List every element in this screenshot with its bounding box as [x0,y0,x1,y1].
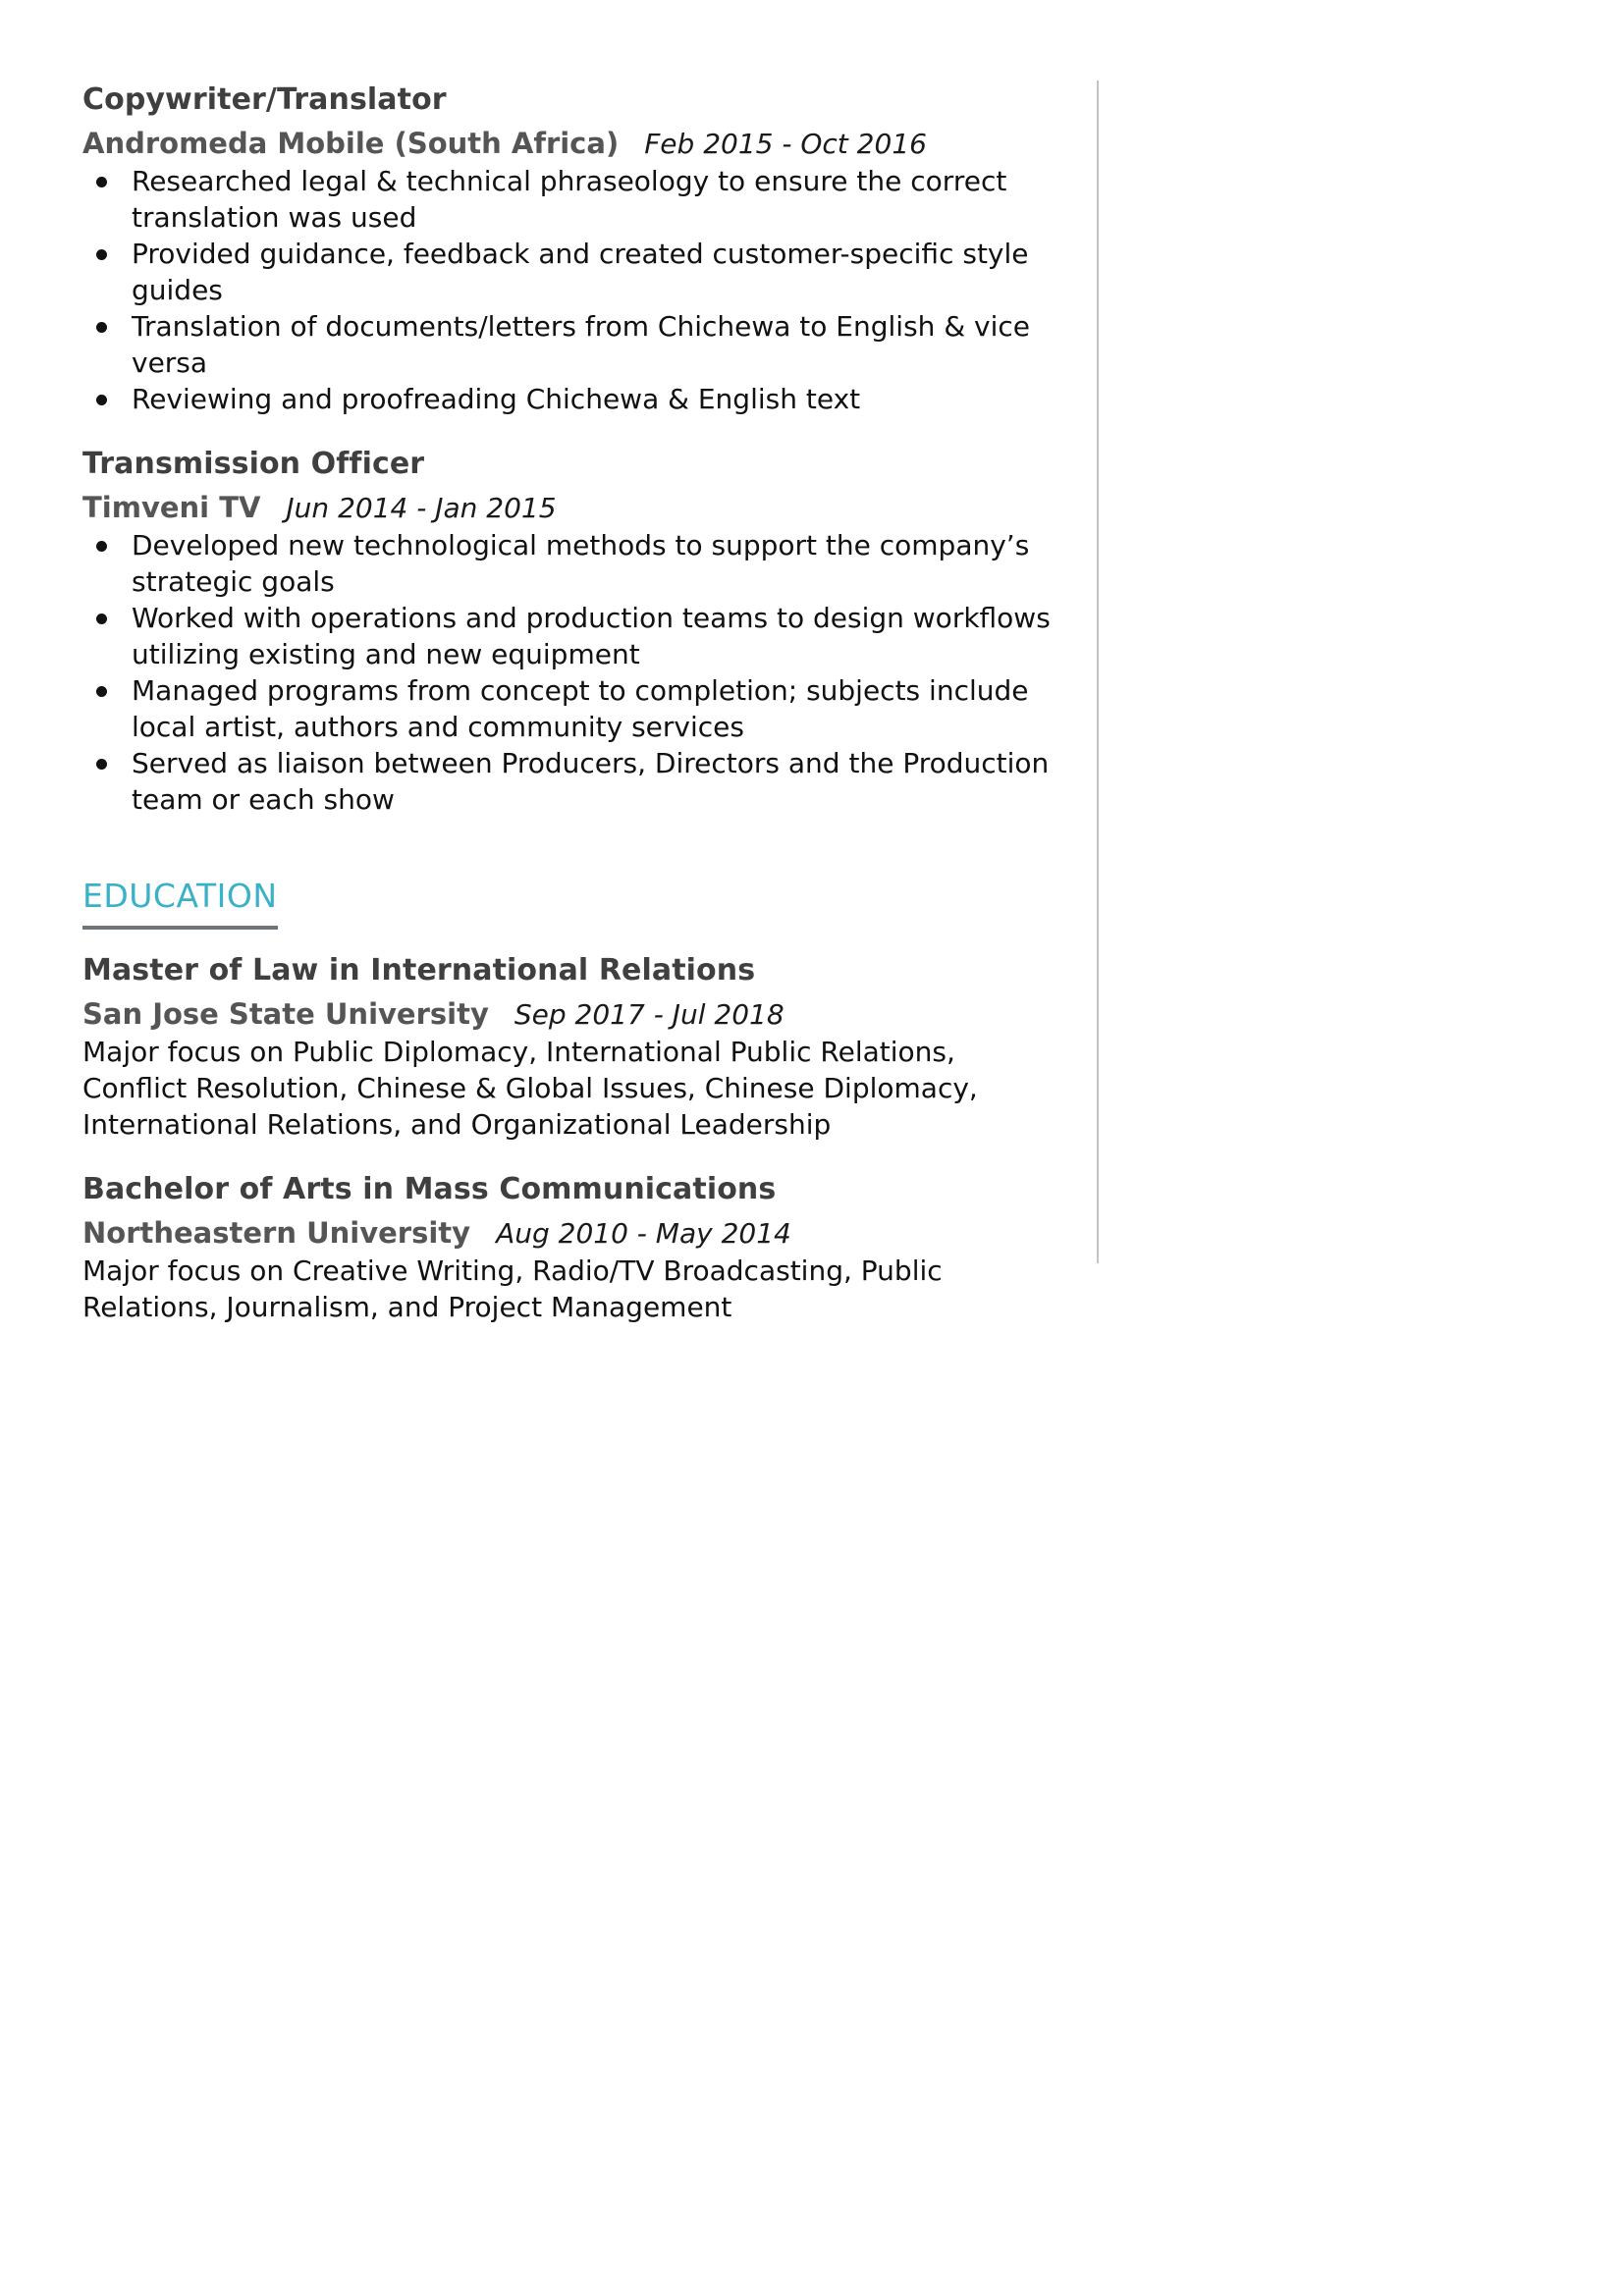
date-range: Feb 2015 - Oct 2016 [644,128,927,160]
bullet-item: Researched legal & technical phraseology to ensure the correct translation was used [82,163,1055,236]
education-description: Major focus on Public Diplomacy, International Public Relations, Conflict Resolution, Chinese & Global Issues, Chinese Diplomacy, International Relations, and Organizational Leadership [82,1036,978,1141]
school-name: San Jose State University [82,997,489,1031]
organization-name: Timveni TV [82,491,261,524]
section-heading-education: EDUCATION [82,877,278,930]
degree-title: Bachelor of Arts in Mass Communications [82,1172,777,1206]
organization-name: Andromeda Mobile (South Africa) [82,127,620,160]
education-entry [82,951,1055,1143]
bullet-item: Translation of documents/letters from Chichewa to English & vice versa [82,308,1055,381]
degree-title: Master of Law in International Relations [82,953,756,988]
bullet-item: Reviewing and proofreading Chichewa & English text [82,381,1055,417]
experience-entry [82,80,1055,417]
education-description: Major focus on Creative Writing, Radio/TV Broadcasting, Public Relations, Journalism, and Project Management [82,1255,943,1323]
org-line [82,124,1055,163]
bullet-item: Managed programs from concept to completion; subjects include local artist, authors and community services [82,672,1055,745]
job-title: Transmission Officer [82,447,425,481]
org-line [82,488,1055,527]
bullet-item: Served as liaison between Producers, Directors and the Production team or each show [82,745,1055,818]
bullet-list [82,163,1055,417]
education-list [82,951,1055,1325]
date-range: Aug 2010 - May 2014 [496,1217,791,1250]
date-range: Sep 2017 - Jul 2018 [514,998,784,1031]
bullet-list [82,527,1055,818]
date-range: Jun 2014 - Jan 2015 [286,492,557,524]
bullet-item: Worked with operations and production teams to design workflows utilizing existing and new equipment [82,600,1055,672]
main-column [82,80,1055,1325]
column-divider [1097,80,1099,1263]
school-line [82,1213,1055,1253]
bullet-item: Developed new technological methods to support the company’s strategic goals [82,527,1055,600]
experience-entry [82,445,1055,818]
school-line [82,994,1055,1034]
education-entry [82,1170,1055,1325]
job-title: Copywriter/Translator [82,82,447,117]
school-name: Northeastern University [82,1216,471,1250]
bullet-item: Provided guidance, feedback and created customer-specific style guides [82,236,1055,308]
